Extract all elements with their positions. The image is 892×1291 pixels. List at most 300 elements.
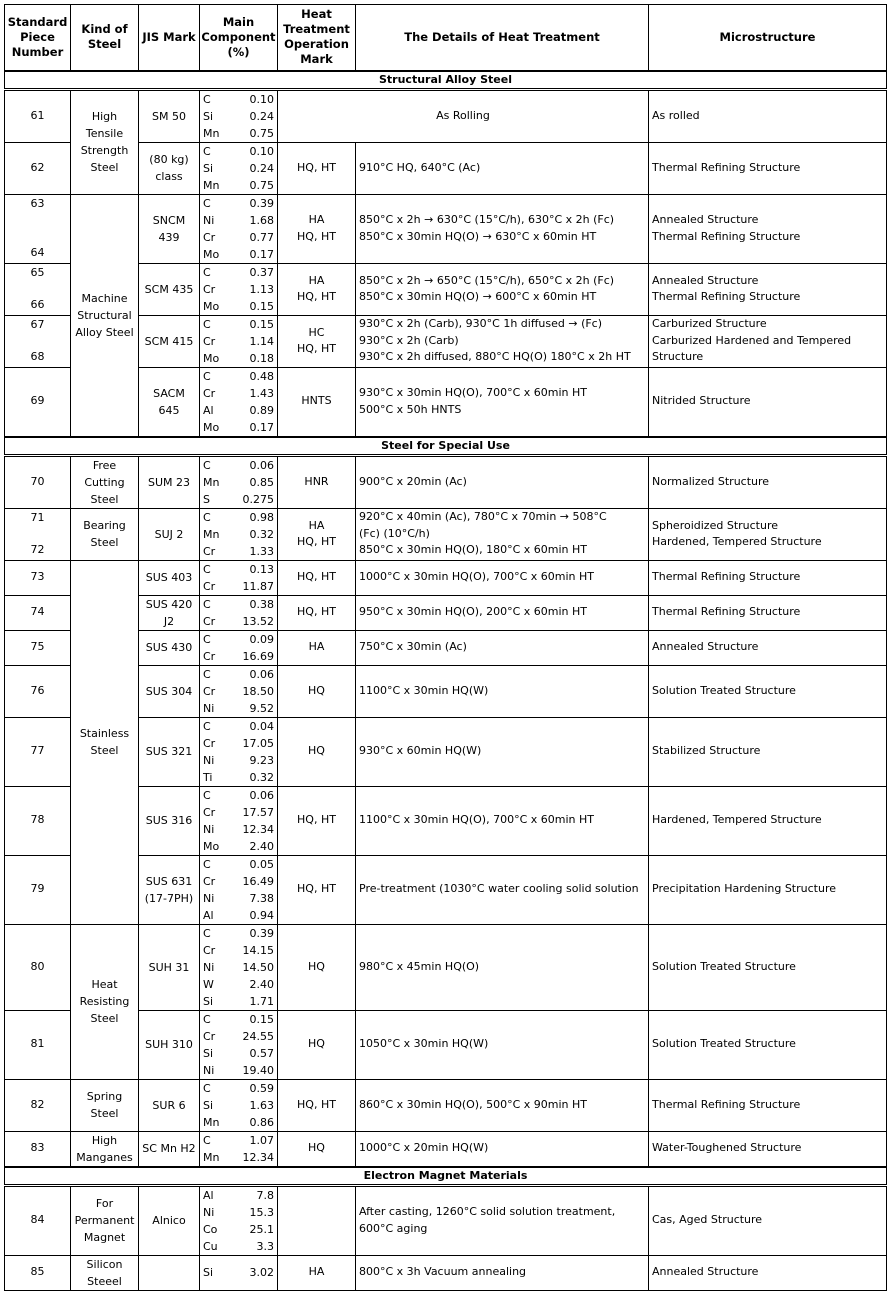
element-symbol: Si (203, 1098, 214, 1112)
kind-of-steel: Heat Resisting Steel (71, 924, 139, 1079)
element-percent: 25.1 (249, 1222, 274, 1236)
operation-mark (278, 367, 356, 437)
microstructure-line: Annealed Structure (652, 640, 759, 654)
element-symbol: Ni (203, 891, 215, 905)
piece-number: 81 (30, 1037, 45, 1051)
main-component (200, 1131, 278, 1167)
standard-piece-number (5, 315, 71, 367)
piece-number: 69 (30, 394, 45, 408)
main-component (200, 717, 278, 786)
header-microstructure: Microstructure (649, 5, 887, 71)
element-percent: 0.24 (249, 109, 274, 123)
component-entry (203, 666, 274, 683)
component-entry (203, 474, 274, 491)
kind-of-steel: Stainless Steel (71, 560, 139, 924)
heat-treatment-details (356, 508, 649, 560)
element-percent: 0.13 (249, 562, 274, 576)
operation-mark-line: HNTS (301, 394, 332, 408)
element-symbol: Ni (203, 960, 215, 974)
section-title: Structural Alloy Steel (5, 71, 887, 90)
element-symbol: Mo (203, 839, 220, 853)
details-line: 500°C x 50h HNTS (359, 402, 462, 416)
microstructure (649, 1255, 887, 1290)
jis-mark: SM 50 (139, 89, 200, 142)
operation-mark-line: HC (308, 325, 325, 339)
standard-piece-number (5, 455, 71, 508)
jis-mark: SUS 420 J2 (139, 595, 200, 630)
microstructure-line: Annealed Structure (652, 213, 759, 226)
piece-number: 76 (30, 683, 45, 697)
operation-mark-line: HA (308, 1265, 325, 1279)
operation-mark-line: HQ, HT (297, 813, 336, 827)
microstructure-line: Nitrided Structure (652, 394, 751, 408)
component-entry (203, 385, 274, 402)
details-line: 600°C aging (359, 1221, 428, 1235)
component-entry (203, 91, 274, 108)
element-symbol: S (203, 492, 210, 506)
details-line: 930°C x 30min HQ(O), 700°C x 60min HT (359, 386, 587, 399)
microstructure-line: Structure (652, 350, 704, 364)
standard-piece-number (5, 717, 71, 786)
element-symbol: Si (203, 161, 214, 175)
microstructure (649, 367, 887, 437)
element-percent: 0.98 (249, 510, 274, 524)
element-percent: 14.15 (242, 943, 274, 957)
component-entry (203, 1062, 274, 1079)
element-percent: 0.75 (249, 178, 274, 192)
heat-treatment-details (356, 263, 649, 315)
component-entry (203, 212, 274, 229)
main-component (200, 142, 278, 194)
element-symbol: Mn (203, 527, 220, 541)
heat-treatment-details (356, 630, 649, 665)
main-component (200, 508, 278, 560)
component-entry (203, 735, 274, 752)
element-percent: 0.24 (249, 161, 274, 175)
element-symbol: Al (203, 403, 214, 417)
main-component (200, 924, 278, 1010)
element-symbol: C (203, 597, 211, 611)
operation-mark-line: HQ (308, 744, 325, 758)
jis-mark: SC Mn H2 (139, 1131, 200, 1167)
microstructure (649, 665, 887, 717)
kind-of-steel: Spring Steel (71, 1079, 139, 1131)
microstructure-line: Water-Toughened Structure (652, 1141, 802, 1155)
component-entry (203, 333, 274, 350)
element-percent: 3.3 (256, 1239, 274, 1253)
standard-piece-number (5, 194, 71, 263)
standard-piece-number (5, 89, 71, 142)
piece-number: 80 (30, 959, 45, 973)
details-line: 980°C x 45min HQ(O) (359, 959, 480, 973)
microstructure-line: Annealed Structure (652, 1265, 759, 1279)
element-symbol: C (203, 369, 211, 383)
element-symbol: C (203, 92, 211, 106)
element-symbol: Si (203, 109, 214, 123)
component-entry (203, 177, 274, 194)
component-entry (203, 246, 274, 263)
table-row (5, 194, 887, 263)
details-line: 920°C x 40min (Ac), 780°C x 70min → 508°C (359, 510, 607, 524)
details-line: Pre-treatment (1030°C water cooling solid solution (359, 882, 639, 896)
element-symbol: Cr (203, 386, 216, 400)
element-symbol: Mn (203, 1150, 220, 1164)
operation-mark (278, 630, 356, 665)
element-percent: 0.57 (249, 1046, 274, 1060)
main-component (200, 315, 278, 367)
component-entry (203, 769, 274, 786)
component-entry (203, 229, 274, 246)
operation-mark-line: HA (308, 518, 325, 532)
section-title: Electron Magnet Materials (5, 1167, 887, 1186)
main-component (200, 194, 278, 263)
jis-mark: Alnico (139, 1185, 200, 1255)
table-row (5, 1255, 887, 1290)
element-percent: 9.23 (249, 753, 274, 767)
microstructure-line: Carburized Structure (652, 317, 767, 331)
element-symbol: Cr (203, 614, 216, 628)
kind-of-steel: For Permanent Magnet (71, 1185, 139, 1255)
element-percent: 16.69 (242, 649, 274, 663)
component-entry (203, 419, 274, 436)
element-symbol: C (203, 667, 211, 681)
microstructure-line: Thermal Refining Structure (652, 1097, 801, 1111)
element-symbol: Cr (203, 230, 216, 244)
microstructure-line: Spheroidized Structure (652, 518, 779, 532)
table-row (5, 1079, 887, 1131)
element-percent: 2.40 (249, 977, 274, 991)
element-percent: 16.49 (242, 874, 274, 888)
element-percent: 0.75 (249, 126, 274, 140)
element-percent: 9.52 (249, 701, 274, 715)
microstructure (649, 263, 887, 315)
piece-number: 70 (30, 474, 45, 488)
heat-treatment-details (356, 665, 649, 717)
microstructure (649, 142, 887, 194)
microstructure (649, 1131, 887, 1167)
component-entry (203, 143, 274, 160)
element-symbol: C (203, 265, 211, 279)
piece-number: 85 (30, 1265, 45, 1279)
element-symbol: W (203, 977, 214, 991)
operation-mark-line: HA (308, 273, 325, 287)
operation-mark-line: HNR (304, 474, 329, 488)
operation-mark (278, 142, 356, 194)
element-symbol: Mn (203, 475, 220, 489)
element-symbol: Cr (203, 874, 216, 888)
component-entry (203, 890, 274, 907)
element-symbol: Al (203, 1188, 214, 1202)
element-symbol: Ni (203, 1063, 215, 1077)
element-symbol: Ni (203, 701, 215, 715)
kind-of-steel: High Tensile Strength Steel (71, 89, 139, 194)
standard-piece-number (5, 924, 71, 1010)
jis-mark: SUS 316 (139, 786, 200, 855)
standard-piece-number (5, 855, 71, 924)
jis-mark: (80 kg) class (139, 142, 200, 194)
element-percent: 0.04 (249, 719, 274, 733)
operation-mark-line: HQ, HT (297, 535, 336, 548)
component-entry (203, 976, 274, 993)
microstructure (649, 1079, 887, 1131)
operation-mark-line: HQ, HT (297, 290, 336, 303)
microstructure-line: Cas, Aged Structure (652, 1213, 763, 1227)
operation-mark (278, 1185, 356, 1255)
jis-mark: SCM 415 (139, 315, 200, 367)
jis-mark: SACM 645 (139, 367, 200, 437)
component-entry (203, 856, 274, 873)
component-entry (203, 683, 274, 700)
operation-mark (278, 665, 356, 717)
component-entry (203, 838, 274, 855)
heat-treatment-details (356, 455, 649, 508)
heat-treatment-details (356, 1255, 649, 1290)
standard-piece-number (5, 1079, 71, 1131)
component-entry (203, 1204, 274, 1221)
heat-treatment-table-container (4, 4, 887, 1291)
operation-mark (278, 263, 356, 315)
details-line: 1100°C x 30min HQ(W) (359, 683, 489, 697)
details-line: 850°C x 30min HQ(O) → 630°C x 60min HT (359, 229, 597, 243)
operation-mark (278, 924, 356, 1010)
element-percent: 0.06 (249, 458, 274, 472)
component-entry (203, 526, 274, 543)
element-percent: 7.8 (256, 1188, 274, 1202)
component-entry (203, 959, 274, 976)
element-percent: 0.06 (249, 667, 274, 681)
component-entry (203, 1011, 274, 1028)
element-symbol: C (203, 458, 211, 472)
microstructure (649, 924, 887, 1010)
element-percent: 1.07 (249, 1133, 274, 1147)
details-line: 850°C x 2h → 650°C (15°C/h), 650°C x 2h (Fc) (359, 273, 615, 287)
operation-mark-line: HA (308, 213, 325, 226)
heat-treatment-details (356, 717, 649, 786)
element-symbol: Cr (203, 649, 216, 663)
main-component (200, 595, 278, 630)
jis-mark (139, 1255, 200, 1290)
element-symbol: C (203, 1012, 211, 1026)
element-percent: 0.09 (249, 632, 274, 646)
table-row (5, 455, 887, 508)
operation-mark-line: HQ (308, 959, 325, 973)
operation-mark (278, 194, 356, 263)
microstructure-line: Stabilized Structure (652, 744, 761, 758)
heat-treatment-details (356, 786, 649, 855)
element-percent: 0.77 (249, 230, 274, 244)
microstructure (649, 1185, 887, 1255)
element-symbol: C (203, 510, 211, 524)
operation-mark-line: HQ, HT (297, 229, 336, 243)
standard-piece-number (5, 630, 71, 665)
component-entry (203, 648, 274, 665)
operation-mark (278, 1010, 356, 1079)
component-entry (203, 368, 274, 385)
element-symbol: Ni (203, 1205, 215, 1219)
details-line: 1100°C x 30min HQ(O), 700°C x 60min HT (359, 813, 594, 827)
component-entry (203, 1097, 274, 1114)
piece-number: 67 (30, 318, 45, 331)
element-symbol: Ni (203, 822, 215, 836)
element-percent: 0.05 (249, 857, 274, 871)
element-symbol: Co (203, 1222, 218, 1236)
component-entry (203, 1187, 274, 1204)
main-component (200, 89, 278, 142)
operation-mark (278, 595, 356, 630)
component-entry (203, 596, 274, 613)
piece-number: 66 (30, 297, 45, 311)
element-symbol: Ni (203, 213, 215, 227)
element-percent: 0.32 (249, 770, 274, 784)
main-component (200, 455, 278, 508)
element-symbol: C (203, 719, 211, 733)
microstructure (649, 508, 887, 560)
table-row (5, 560, 887, 595)
microstructure (649, 194, 887, 263)
jis-mark: SCM 435 (139, 263, 200, 315)
piece-number: 77 (30, 744, 45, 758)
component-entry (203, 298, 274, 315)
component-entry (203, 491, 274, 508)
details-line: 910°C HQ, 640°C (Ac) (359, 160, 481, 174)
standard-piece-number (5, 665, 71, 717)
component-entry (203, 1132, 274, 1149)
component-entry (203, 108, 274, 125)
element-symbol: C (203, 1081, 211, 1095)
element-symbol: Si (203, 1266, 214, 1279)
jis-mark: SUJ 2 (139, 508, 200, 560)
component-entry (203, 578, 274, 595)
element-percent: 3.02 (249, 1266, 274, 1279)
microstructure-line: Thermal Refining Structure (652, 229, 801, 243)
element-percent: 0.89 (249, 403, 274, 417)
element-percent: 1.13 (249, 282, 274, 296)
section-title: Steel for Special Use (5, 437, 887, 456)
heat-treatment-table (4, 4, 887, 1291)
kind-of-steel: Silicon Steeel (71, 1255, 139, 1290)
heat-treatment-details (356, 194, 649, 263)
element-symbol: Cr (203, 736, 216, 750)
standard-piece-number (5, 1185, 71, 1255)
jis-mark: SUS 430 (139, 630, 200, 665)
element-percent: 0.94 (249, 908, 274, 922)
piece-number: 68 (30, 349, 45, 363)
heat-treatment-details (356, 1010, 649, 1079)
component-entry (203, 1114, 274, 1131)
element-percent: 0.39 (249, 926, 274, 940)
operation-mark-line: HQ (308, 683, 325, 697)
element-percent: 1.33 (249, 544, 274, 558)
element-symbol: Mo (203, 420, 220, 434)
main-component (200, 1255, 278, 1290)
main-component (200, 665, 278, 717)
component-entry (203, 752, 274, 769)
operation-mark (278, 508, 356, 560)
operation-mark-line: HQ, HT (297, 605, 336, 619)
component-entry (203, 125, 274, 142)
operation-mark-line: HQ, HT (297, 570, 336, 584)
component-entry (203, 195, 274, 212)
component-entry (203, 264, 274, 281)
details-line: 930°C x 2h (Carb) (359, 333, 459, 347)
element-percent: 17.05 (242, 736, 274, 750)
header-standard-piece-number: Standard Piece Number (5, 5, 71, 71)
element-symbol: C (203, 1133, 211, 1147)
details-line: (Fc) (10°C/h) (359, 526, 430, 540)
standard-piece-number (5, 560, 71, 595)
component-entry (203, 281, 274, 298)
details-line: 900°C x 20min (Ac) (359, 474, 467, 488)
table-row (5, 1131, 887, 1167)
component-entry (203, 993, 274, 1010)
table-row (5, 89, 887, 142)
operation-mark (278, 855, 356, 924)
component-entry (203, 1028, 274, 1045)
element-percent: 0.15 (249, 1012, 274, 1026)
piece-number: 84 (30, 1213, 45, 1227)
microstructure-line: Carburized Hardened and Tempered (652, 333, 852, 347)
details-line: 850°C x 2h → 630°C (15°C/h), 630°C x 2h (Fc) (359, 213, 615, 226)
table-row (5, 508, 887, 560)
header-jis-mark: JIS Mark (139, 5, 200, 71)
kind-of-steel: Machine Structural Alloy Steel (71, 194, 139, 437)
element-percent: 0.18 (249, 351, 274, 365)
element-percent: 18.50 (242, 684, 274, 698)
component-entry (203, 925, 274, 942)
section-row (5, 1167, 887, 1186)
standard-piece-number (5, 508, 71, 560)
component-entry (203, 1149, 274, 1166)
jis-mark: SUS 321 (139, 717, 200, 786)
microstructure-line: Annealed Structure (652, 273, 759, 287)
element-percent: 0.85 (249, 475, 274, 489)
header-details: The Details of Heat Treatment (356, 5, 649, 71)
element-symbol: Mn (203, 178, 220, 192)
heat-treatment-details (356, 595, 649, 630)
main-component (200, 367, 278, 437)
element-percent: 1.43 (249, 386, 274, 400)
heat-treatment-details (356, 560, 649, 595)
heat-treatment-details (356, 1079, 649, 1131)
component-entry (203, 1080, 274, 1097)
operation-mark (278, 560, 356, 595)
heat-treatment-details (356, 924, 649, 1010)
component-entry (203, 350, 274, 367)
element-symbol: Mn (203, 1115, 220, 1129)
main-component (200, 263, 278, 315)
element-symbol: C (203, 632, 211, 646)
microstructure (649, 717, 887, 786)
component-entry (203, 509, 274, 526)
kind-of-steel: High Manganes (71, 1131, 139, 1167)
microstructure (649, 786, 887, 855)
microstructure-line: Hardened, Tempered Structure (652, 535, 822, 548)
element-percent: 0.275 (242, 492, 274, 506)
details-line: 800°C x 3h Vacuum annealing (359, 1265, 527, 1279)
element-symbol: C (203, 857, 211, 871)
microstructure (649, 595, 887, 630)
operation-mark (278, 786, 356, 855)
element-percent: 15.3 (249, 1205, 274, 1219)
standard-piece-number (5, 595, 71, 630)
standard-piece-number (5, 786, 71, 855)
main-component (200, 786, 278, 855)
element-symbol: Cr (203, 943, 216, 957)
component-entry (203, 402, 274, 419)
element-percent: 17.57 (242, 805, 274, 819)
details-line: 750°C x 30min (Ac) (359, 640, 467, 654)
jis-mark: SUS 631 (17-7PH) (139, 855, 200, 924)
